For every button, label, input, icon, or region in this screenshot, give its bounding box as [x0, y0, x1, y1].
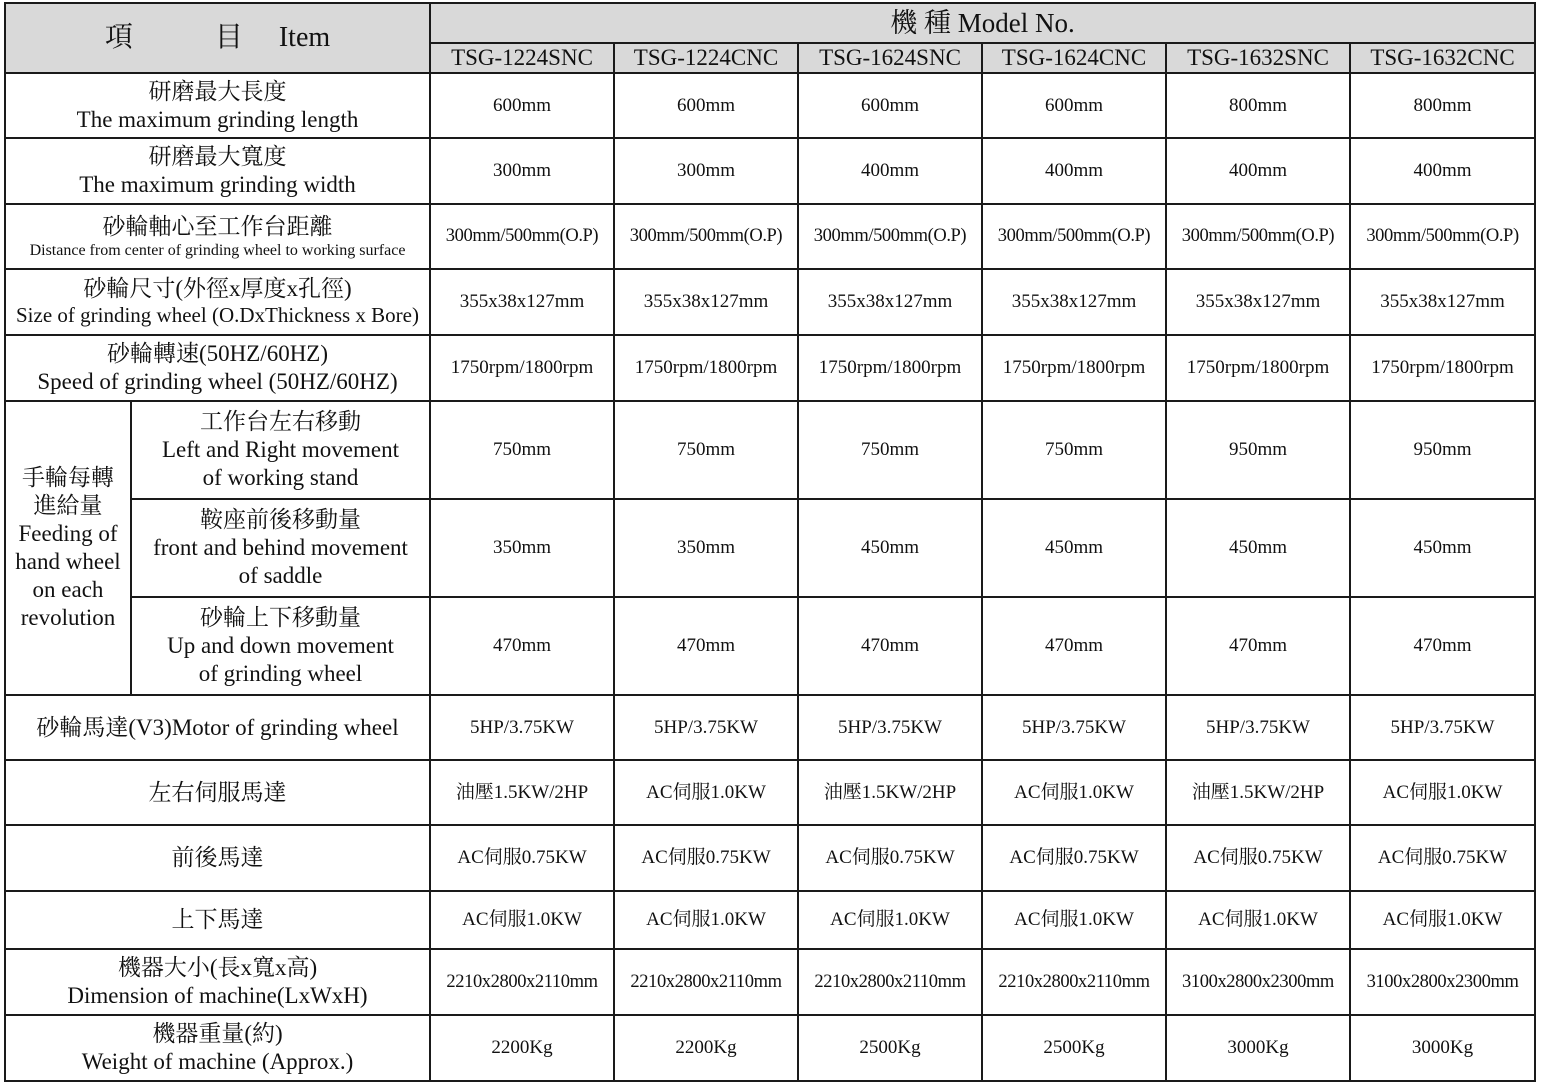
- value-cell: 355x38x127mm: [982, 269, 1166, 335]
- value-cell: 400mm: [798, 138, 982, 204]
- spec-row-ud-motor: [5, 891, 1535, 949]
- value-cell: 400mm: [1350, 138, 1535, 204]
- value-cell: 300mm/500mm(O.P): [1166, 204, 1350, 269]
- value-cell: 450mm: [1350, 499, 1535, 597]
- spec-row-fb-motor: [5, 825, 1535, 891]
- value-cell: 300mm/500mm(O.P): [982, 204, 1166, 269]
- value-cell: 600mm: [982, 73, 1166, 138]
- row-label-zh: 砂輪軸心至工作台距離: [102, 213, 333, 239]
- sub-row-label-en-1: front and behind movement: [153, 535, 408, 561]
- spec-row-wheel-motor: [5, 695, 1535, 760]
- spec-row-lr-servo-motor: [5, 760, 1535, 825]
- value-cell: 355x38x127mm: [798, 269, 982, 335]
- value-cell: 2210x2800x2110mm: [614, 949, 798, 1015]
- value-cell: 1750rpm/1800rpm: [982, 335, 1166, 401]
- value-cell: AC伺服1.0KW: [614, 760, 798, 825]
- row-label-en: Size of grinding wheel (O.DxThickness x Bore): [16, 303, 419, 328]
- sub-row-label-en-1: Left and Right movement: [162, 437, 399, 463]
- model-header: TSG-1224CNC: [614, 43, 798, 73]
- model-header: TSG-1624CNC: [982, 43, 1166, 73]
- sub-row-label: [131, 499, 430, 597]
- value-cell: 450mm: [798, 499, 982, 597]
- value-cell: 600mm: [430, 73, 614, 138]
- value-cell: AC伺服1.0KW: [1350, 891, 1535, 949]
- row-label-en: Weight of machine (Approx.): [81, 1049, 354, 1075]
- value-cell: AC伺服0.75KW: [430, 825, 614, 891]
- row-label-zh: 砂輪轉速(50HZ/60HZ): [106, 341, 329, 366]
- value-cell: 3000Kg: [1166, 1015, 1350, 1081]
- spec-row-dimension: [5, 949, 1535, 1015]
- value-cell: 355x38x127mm: [430, 269, 614, 335]
- value-cell: 470mm: [798, 597, 982, 695]
- row-label: [5, 269, 430, 335]
- value-cell: AC伺服1.0KW: [982, 760, 1166, 825]
- value-cell: 2210x2800x2110mm: [982, 949, 1166, 1015]
- row-label-zh: 機器重量(約): [152, 1021, 283, 1046]
- feed-group-en-4: revolution: [20, 605, 116, 631]
- value-cell: 355x38x127mm: [1166, 269, 1350, 335]
- sub-row-label-en-2: of working stand: [202, 465, 359, 491]
- row-label: 左右伺服馬達: [5, 760, 430, 825]
- value-cell: 3000Kg: [1350, 1015, 1535, 1081]
- value-cell: AC伺服1.0KW: [798, 891, 982, 949]
- feed-group-zh-1: 手輪每轉: [22, 464, 114, 490]
- value-cell: 1750rpm/1800rpm: [1166, 335, 1350, 401]
- value-cell: AC伺服0.75KW: [614, 825, 798, 891]
- value-cell: 2200Kg: [614, 1015, 798, 1081]
- value-cell: 5HP/3.75KW: [1350, 695, 1535, 760]
- sub-row-label-zh: 砂輪上下移動量: [200, 604, 361, 630]
- row-label-en: The maximum grinding length: [76, 106, 359, 132]
- sub-row-label-zh: 工作台左右移動: [200, 408, 361, 434]
- value-cell: 400mm: [982, 138, 1166, 204]
- spec-row-left-right-movement: [5, 401, 1535, 499]
- value-cell: AC伺服0.75KW: [798, 825, 982, 891]
- value-cell: 油壓1.5KW/2HP: [430, 760, 614, 825]
- item-header-zh-2: 目: [214, 21, 243, 53]
- feed-group-en-2: hand wheel: [15, 549, 121, 575]
- row-label: [5, 138, 430, 204]
- row-label: 前後馬達: [5, 825, 430, 891]
- value-cell: AC伺服1.0KW: [614, 891, 798, 949]
- value-cell: 油壓1.5KW/2HP: [1166, 760, 1350, 825]
- spec-row-wheel-speed: [5, 335, 1535, 401]
- value-cell: 470mm: [1350, 597, 1535, 695]
- value-cell: AC伺服1.0KW: [1350, 760, 1535, 825]
- value-cell: 5HP/3.75KW: [982, 695, 1166, 760]
- feed-group-zh-2: 進給量: [33, 492, 103, 518]
- value-cell: 750mm: [798, 401, 982, 499]
- value-cell: 油壓1.5KW/2HP: [798, 760, 982, 825]
- value-cell: 400mm: [1166, 138, 1350, 204]
- value-cell: 600mm: [798, 73, 982, 138]
- row-label: [5, 335, 430, 401]
- feed-group-en-1: Feeding of: [18, 521, 118, 546]
- value-cell: 1750rpm/1800rpm: [798, 335, 982, 401]
- value-cell: 750mm: [614, 401, 798, 499]
- spec-table: [4, 2, 1536, 1082]
- row-label-zh: 砂輪尺寸(外徑x厚度x孔徑): [83, 276, 352, 302]
- value-cell: 300mm: [614, 138, 798, 204]
- value-cell: AC伺服0.75KW: [982, 825, 1166, 891]
- value-cell: 450mm: [1166, 499, 1350, 597]
- value-cell: 355x38x127mm: [1350, 269, 1535, 335]
- item-header-en: Item: [278, 21, 331, 53]
- sub-row-label-en-2: of saddle: [238, 563, 323, 589]
- value-cell: AC伺服1.0KW: [1166, 891, 1350, 949]
- feed-group-label: [5, 401, 131, 695]
- item-header-zh-1: 項: [104, 21, 133, 53]
- value-cell: AC伺服0.75KW: [1166, 825, 1350, 891]
- value-cell: 300mm/500mm(O.P): [1350, 204, 1535, 269]
- value-cell: 1750rpm/1800rpm: [1350, 335, 1535, 401]
- value-cell: 750mm: [430, 401, 614, 499]
- spec-row-max-width: [5, 138, 1535, 204]
- value-cell: 2210x2800x2110mm: [430, 949, 614, 1015]
- row-label: [5, 949, 430, 1015]
- row-label: [5, 1015, 430, 1081]
- value-cell: 2210x2800x2110mm: [798, 949, 982, 1015]
- value-cell: 470mm: [1166, 597, 1350, 695]
- model-header: TSG-1224SNC: [430, 43, 614, 73]
- header-row: [5, 3, 1535, 43]
- value-cell: 1750rpm/1800rpm: [430, 335, 614, 401]
- value-cell: 950mm: [1166, 401, 1350, 499]
- value-cell: 3100x2800x2300mm: [1350, 949, 1535, 1015]
- value-cell: 350mm: [430, 499, 614, 597]
- value-cell: 2500Kg: [798, 1015, 982, 1081]
- model-header: TSG-1632CNC: [1350, 43, 1535, 73]
- spec-row-weight: [5, 1015, 1535, 1081]
- value-cell: 300mm: [430, 138, 614, 204]
- row-label-zh: 機器大小(長x寬x高): [117, 955, 318, 980]
- value-cell: 5HP/3.75KW: [430, 695, 614, 760]
- value-cell: 750mm: [982, 401, 1166, 499]
- item-header: [5, 3, 430, 73]
- spec-row-max-length: [5, 73, 1535, 138]
- value-cell: 3100x2800x2300mm: [1166, 949, 1350, 1015]
- value-cell: 470mm: [430, 597, 614, 695]
- value-cell: 600mm: [614, 73, 798, 138]
- value-cell: 800mm: [1350, 73, 1535, 138]
- value-cell: 2500Kg: [982, 1015, 1166, 1081]
- value-cell: 800mm: [1166, 73, 1350, 138]
- value-cell: 1750rpm/1800rpm: [614, 335, 798, 401]
- value-cell: 300mm/500mm(O.P): [798, 204, 982, 269]
- value-cell: 470mm: [982, 597, 1166, 695]
- value-cell: AC伺服1.0KW: [982, 891, 1166, 949]
- row-label: 上下馬達: [5, 891, 430, 949]
- value-cell: 300mm/500mm(O.P): [614, 204, 798, 269]
- model-header: TSG-1632SNC: [1166, 43, 1350, 73]
- value-cell: 300mm/500mm(O.P): [430, 204, 614, 269]
- value-cell: 5HP/3.75KW: [1166, 695, 1350, 760]
- spec-row-up-down-movement: [5, 597, 1535, 695]
- model-group-header: 機 種 Model No.: [430, 3, 1535, 43]
- row-label-en: The maximum grinding width: [79, 172, 356, 198]
- value-cell: 470mm: [614, 597, 798, 695]
- spec-row-wheel-distance: [5, 204, 1535, 269]
- row-label-en: Dimension of machine(LxWxH): [67, 983, 368, 1009]
- spec-row-wheel-size: [5, 269, 1535, 335]
- row-label-zh: 研磨最大長度: [148, 78, 287, 104]
- row-label-en: Speed of grinding wheel (50HZ/60HZ): [37, 369, 398, 395]
- sub-row-label-en-2: of grinding wheel: [198, 661, 363, 687]
- row-label: 砂輪馬達(V3)Motor of grinding wheel: [5, 695, 430, 760]
- sub-row-label: [131, 597, 430, 695]
- row-label-zh: 研磨最大寬度: [148, 144, 287, 169]
- value-cell: 450mm: [982, 499, 1166, 597]
- value-cell: AC伺服0.75KW: [1350, 825, 1535, 891]
- feed-group-en-3: on each: [32, 577, 104, 603]
- value-cell: 5HP/3.75KW: [798, 695, 982, 760]
- value-cell: 2200Kg: [430, 1015, 614, 1081]
- value-cell: AC伺服1.0KW: [430, 891, 614, 949]
- row-label: [5, 73, 430, 138]
- row-label: [5, 204, 430, 269]
- row-label-en: Distance from center of grinding wheel to working surface: [29, 241, 406, 259]
- sub-row-label-en-1: Up and down movement: [167, 633, 394, 659]
- value-cell: 5HP/3.75KW: [614, 695, 798, 760]
- value-cell: 350mm: [614, 499, 798, 597]
- value-cell: 355x38x127mm: [614, 269, 798, 335]
- sub-row-label-zh: 鞍座前後移動量: [200, 506, 361, 532]
- model-header: TSG-1624SNC: [798, 43, 982, 73]
- sub-row-label: [131, 401, 430, 499]
- value-cell: 950mm: [1350, 401, 1535, 499]
- spec-row-saddle-movement: [5, 499, 1535, 597]
